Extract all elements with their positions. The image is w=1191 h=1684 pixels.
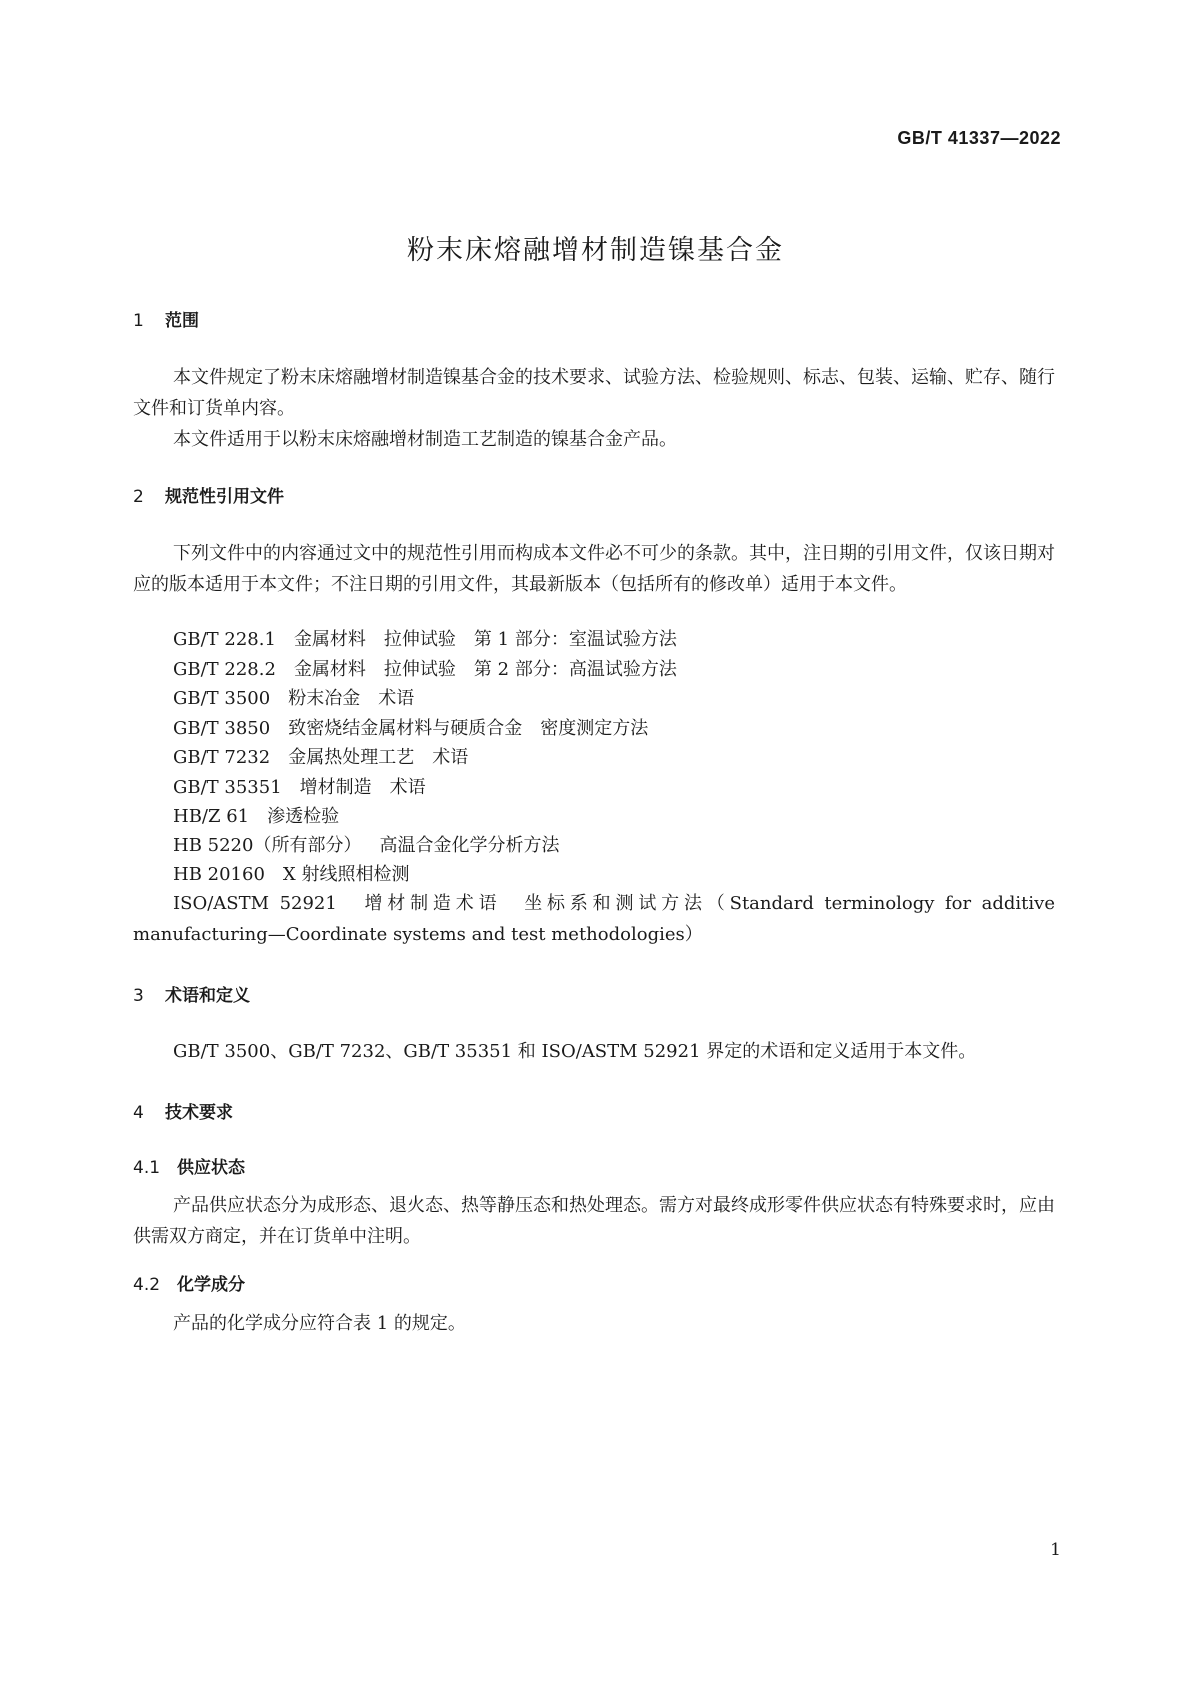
section-4-heading <box>133 1098 233 1123</box>
reference-title: 粉末冶金 术语 <box>288 688 415 709</box>
reference-code: HB 5220（所有部分） <box>173 835 362 856</box>
reference-item <box>173 742 468 773</box>
section-1-paragraph-1: 本文件规定了粉末床熔融增材制造镍基合金的技术要求、试验方法、检验规则、标志、包装、运输、贮存、随行文件和订货单内容。 <box>133 367 1055 419</box>
reference-code: GB/T 3850 <box>173 718 271 739</box>
page-number: 1 <box>1050 1540 1061 1560</box>
section-4-1-paragraph: 产品供应状态分为成形态、退火态、热等静压态和热处理态。需方对最终成形零件供应状态有特殊要求时，应由供需双方商定，并在订货单中注明。 <box>133 1195 1055 1247</box>
reference-item <box>173 801 339 832</box>
section-number: 4.2 <box>133 1275 161 1295</box>
reference-title: 金属热处理工艺 术语 <box>288 747 469 768</box>
section-1-paragraph-2: 本文件适用于以粉末床熔融增材制造工艺制造的镍基合金产品。 <box>173 429 677 450</box>
reference-code: HB 20160 <box>173 864 265 885</box>
section-3-heading <box>133 981 250 1006</box>
reference-item <box>173 654 677 685</box>
section-2-heading <box>133 482 284 507</box>
reference-code: GB/T 7232 <box>173 747 271 768</box>
reference-code: GB/T 3500 <box>173 688 271 709</box>
reference-title: 致密烧结金属材料与硬质合金 密度测定方法 <box>288 718 649 739</box>
section-number: 2 <box>133 487 144 507</box>
reference-code: GB/T 228.1 <box>173 629 276 650</box>
reference-title: 金属材料 拉伸试验 第 2 部分：高温试验方法 <box>293 659 677 680</box>
section-1-heading <box>133 306 199 331</box>
reference-title: 高温合金化学分析方法 <box>379 835 560 856</box>
reference-title: 渗透检验 <box>267 806 340 827</box>
reference-title: X 射线照相检测 <box>282 864 410 885</box>
document-title: 粉末床熔融增材制造镍基合金 <box>407 235 784 266</box>
section-4-2-paragraph: 产品的化学成分应符合表 1 的规定。 <box>173 1313 466 1334</box>
reference-title: 金属材料 拉伸试验 第 1 部分：室温试验方法 <box>293 629 677 650</box>
reference-title: 增材制造 术语 <box>299 777 426 798</box>
section-title: 技术要求 <box>165 1103 233 1123</box>
reference-item-long: ISO/ASTM 52921 增材制造术语 坐标系和测试方法（Standard terminology for additive manufacturing—Coordinate systems and test methodologies） <box>133 893 1055 945</box>
section-2-intro: 下列文件中的内容通过文中的规范性引用而构成本文件必不可少的条款。其中，注日期的引用文件，仅该日期对应的版本适用于本文件；不注日期的引用文件，其最新版本（包括所有的修改单）适用于本文件。 <box>133 543 1055 595</box>
reference-code: HB/Z 61 <box>173 806 250 827</box>
section-3-paragraph: GB/T 3500、GB/T 7232、GB/T 35351 和 ISO/ASTM 52921 界定的术语和定义适用于本文件。 <box>173 1041 977 1062</box>
reference-item <box>173 859 409 890</box>
section-title: 化学成分 <box>177 1275 245 1295</box>
section-number: 4 <box>133 1103 144 1123</box>
section-number: 1 <box>133 311 144 331</box>
section-title: 范围 <box>165 311 199 331</box>
standard-number: GB/T 41337—2022 <box>897 128 1061 148</box>
reference-item <box>173 772 426 803</box>
reference-item <box>173 830 559 861</box>
reference-item <box>173 683 414 714</box>
section-title: 供应状态 <box>177 1158 245 1178</box>
section-number: 4.1 <box>133 1158 161 1178</box>
reference-code: GB/T 228.2 <box>173 659 276 680</box>
reference-code: GB/T 35351 <box>173 777 282 798</box>
section-title: 规范性引用文件 <box>165 487 284 507</box>
reference-item <box>173 624 677 655</box>
section-title: 术语和定义 <box>165 986 250 1006</box>
reference-item <box>173 713 648 744</box>
section-4-2-heading <box>133 1270 245 1295</box>
section-4-1-heading <box>133 1153 245 1178</box>
section-number: 3 <box>133 986 144 1006</box>
